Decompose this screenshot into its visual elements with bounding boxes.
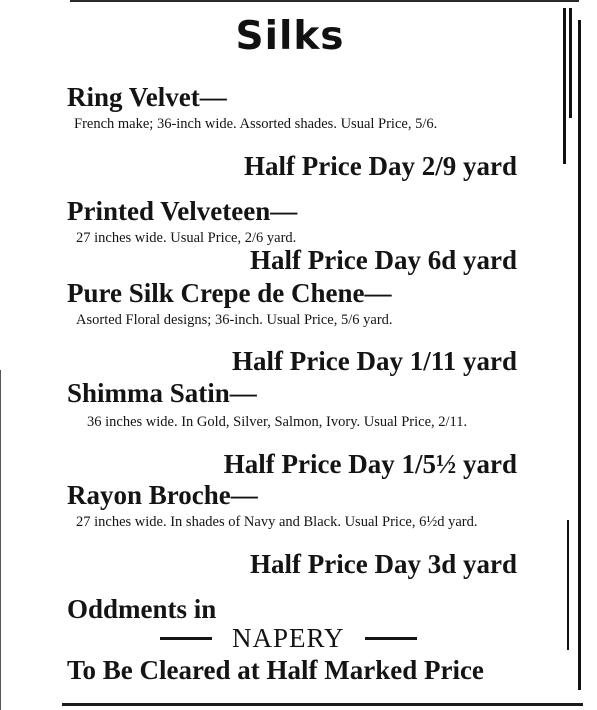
clearance-notice: To Be Cleared at Half Marked Price	[67, 655, 484, 685]
item-heading: Ring Velvet—	[67, 82, 227, 112]
item-price: Half Price Day 6d yard	[250, 245, 517, 275]
column-rule	[578, 20, 581, 690]
item-price: Half Price Day 2/9 yard	[244, 151, 517, 181]
item-description: 36 inches wide. In Gold, Silver, Salmon, Ivory. Usual Price, 2/11.	[87, 414, 468, 430]
dash-rule	[365, 637, 417, 640]
top-rule	[70, 0, 579, 2]
item-price: Half Price Day 1/5½ yard	[223, 449, 517, 479]
column-rule	[569, 8, 572, 118]
item-price: Half Price Day 1/11 yard	[232, 346, 517, 376]
item-description: Asorted Floral designs; 36-inch. Usual Price, 5/6 yard.	[76, 312, 393, 328]
item-heading: Pure Silk Crepe de Chene—	[67, 278, 392, 308]
item-heading: Printed Velveteen—	[67, 196, 298, 226]
column-rule	[567, 520, 569, 650]
item-price: Half Price Day 3d yard	[250, 549, 517, 579]
bottom-rule	[62, 703, 583, 706]
item-description: 27 inches wide. In shades of Navy and Black. Usual Price, 6½d yard.	[76, 514, 478, 530]
item-description: 27 inches wide. Usual Price, 2/6 yard.	[76, 230, 297, 246]
column-rule	[563, 8, 566, 164]
page-title: Silks	[235, 14, 345, 59]
item-heading: Shimma Satin—	[67, 378, 257, 408]
item-description: French make; 36-inch wide. Assorted shades. Usual Price, 5/6.	[74, 116, 438, 132]
dash-rule	[160, 637, 212, 640]
item-heading: Rayon Broche—	[67, 480, 258, 510]
oddments-heading: Oddments in	[67, 594, 217, 624]
column-rule	[0, 370, 1, 710]
napery-line	[160, 622, 417, 654]
napery-heading: NAPERY	[232, 623, 345, 653]
